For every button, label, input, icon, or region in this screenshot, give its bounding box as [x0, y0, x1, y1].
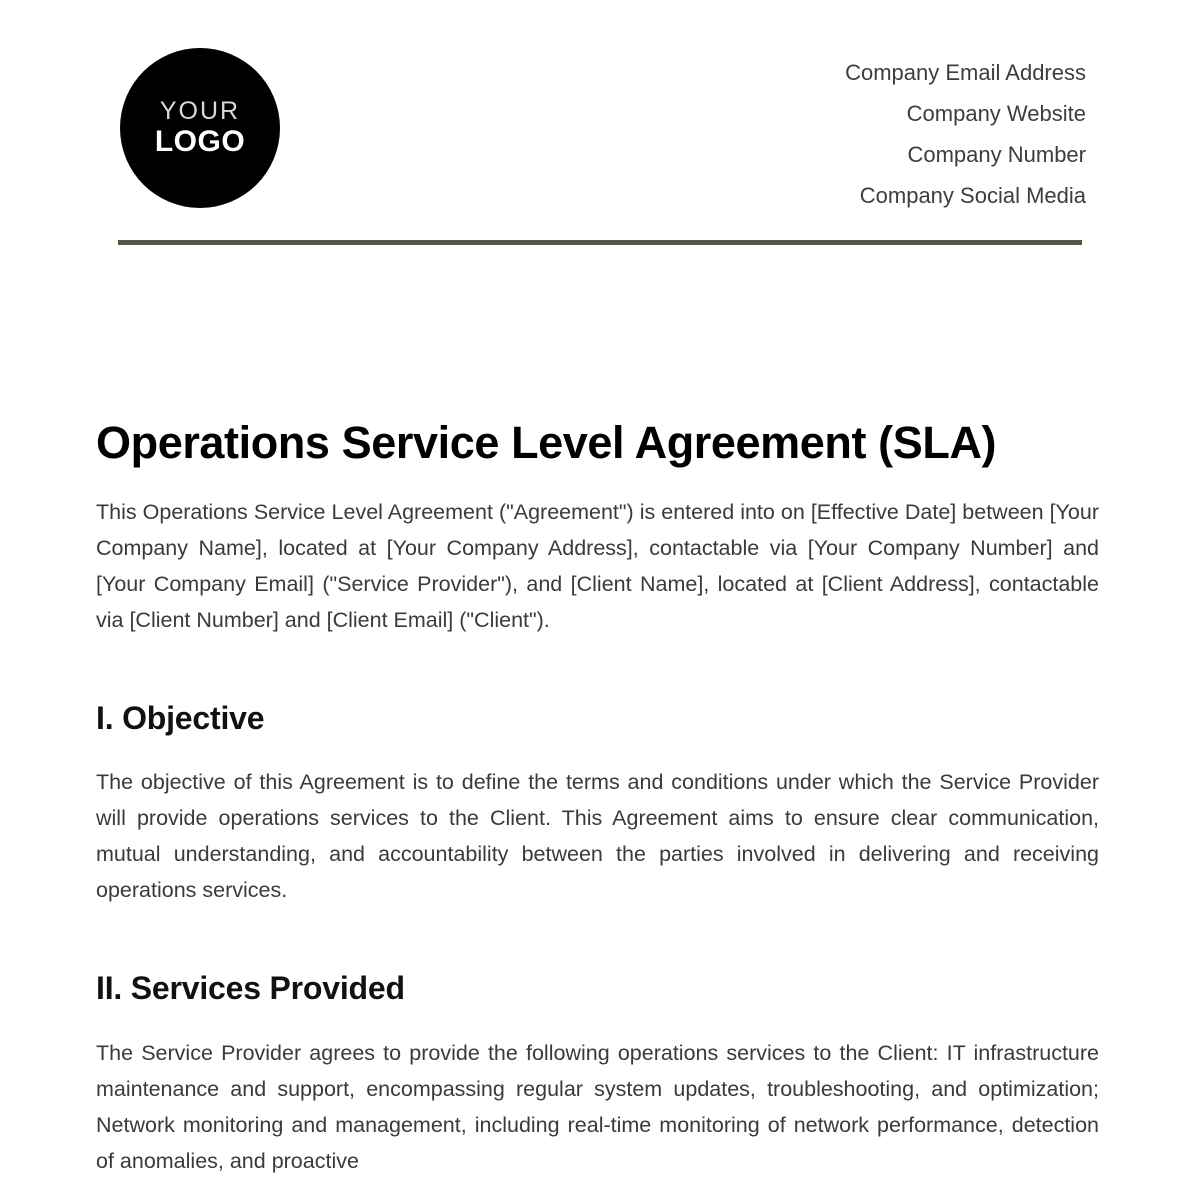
company-logo: [120, 48, 280, 208]
company-contact-block: [845, 52, 1086, 216]
document-body: [96, 418, 1099, 1179]
header-divider-rule: [118, 240, 1082, 245]
section-services-provided: [96, 970, 1099, 1179]
document-header: [0, 0, 1200, 210]
section-body-services-provided: The Service Provider agrees to provide the following operations services to the Client: IT infrastructure maintenance and support, encompassing regular system updates, troubleshooting, and optimization; Network monitoring and management, including real-time monitoring of network performance, detection of anomalies, and proactive: [96, 1041, 1099, 1174]
contact-line-number: Company Number: [907, 142, 1086, 167]
logo-text-logo: LOGO: [154, 125, 246, 158]
section-objective: [96, 700, 1099, 909]
contact-line-email: Company Email Address: [845, 60, 1086, 85]
section-heading-services-provided: II. Services Provided: [96, 970, 405, 1007]
contact-line-social-media: Company Social Media: [859, 183, 1086, 208]
intro-paragraph: This Operations Service Level Agreement ("Agreement") is entered into on [Effective Date] between [Your Company Name], located at [Your Company Address], contactable via [Your Company Number] and [Your Company Email] ("Service Provider"), and [Client Name], located at [Client Address], contactable via [Client Number] and [Client Email] ("Client").: [96, 499, 1099, 632]
section-body-objective: The objective of this Agreement is to define the terms and conditions under which the Service Provider will provide operations services to the Client. This Agreement aims to ensure clear communication, mutual understanding, and accountability between the parties involved in delivering and receiving operations services.: [96, 770, 1099, 903]
logo-text-your: YOUR: [159, 97, 241, 125]
document-title: Operations Service Level Agreement (SLA): [96, 417, 997, 468]
contact-line-website: Company Website: [906, 101, 1086, 126]
section-heading-objective: I. Objective: [96, 699, 265, 736]
